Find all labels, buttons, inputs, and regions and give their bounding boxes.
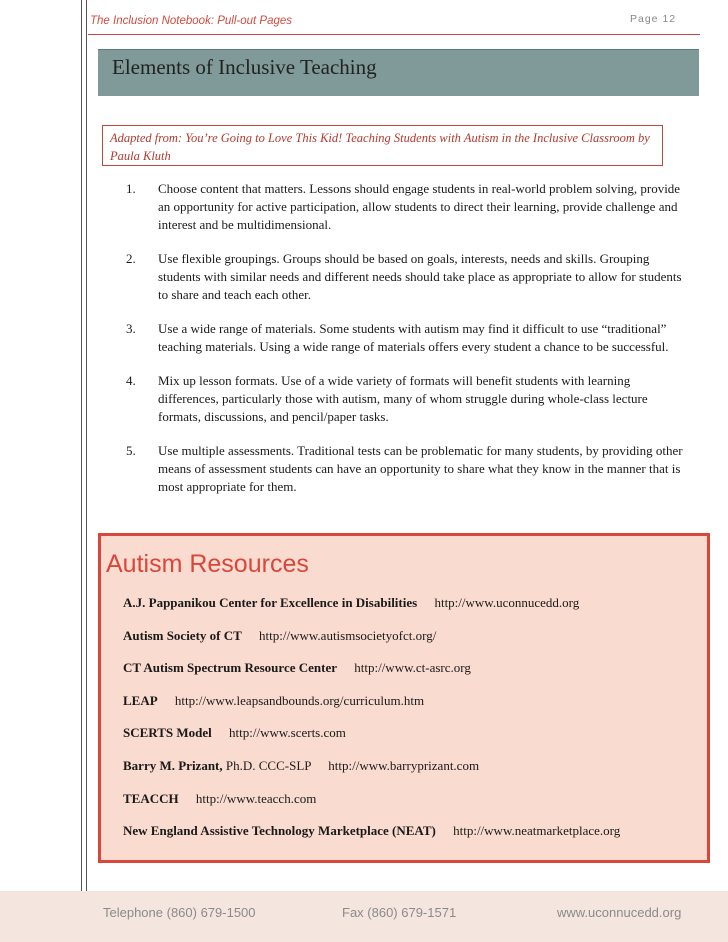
resource-link[interactable]: http://www.scerts.com: [229, 725, 346, 741]
resource-item: [123, 693, 703, 726]
resources-list: [123, 595, 703, 856]
list-item: [126, 442, 686, 496]
list-item-text: Mix up lesson formats. Use of a wide variety of formats will benefit students with learning differences, particularly those with autism, many of whom struggle during whole-class lecture formats, discussions, and pencil/paper tasks.: [158, 373, 648, 424]
resource-link[interactable]: http://www.teacch.com: [195, 790, 317, 806]
autism-resources-box: [98, 533, 710, 863]
list-item-text: Use multiple assessments. Traditional tests can be problematic for many students, by providing other means of assessment students can have an opportunity to share what they know in the manner that is most appropriate for them.: [158, 443, 683, 494]
page-number: Page 12: [630, 13, 677, 25]
list-item: [126, 180, 686, 234]
resource-item: [123, 628, 703, 661]
margin-line-inner: [86, 0, 87, 891]
list-item-number: 4.: [126, 373, 136, 388]
resource-item: [123, 758, 703, 791]
list-item-number: 5.: [126, 443, 136, 458]
list-item-text: Use flexible groupings. Groups should be based on goals, interests, needs and skills. Grouping students with similar needs and different needs should take place as appropriate to allow for students to share and teach each other.: [158, 251, 682, 302]
footer-phone: Telephone (860) 679-1500: [103, 905, 256, 920]
list-item: [126, 372, 686, 426]
resource-name: SCERTS Model: [123, 725, 212, 741]
list-item: [126, 250, 686, 304]
header-rule: [88, 34, 700, 35]
footer-website[interactable]: www.uconnucedd.org: [557, 905, 682, 920]
resource-link[interactable]: http://www.neatmarketplace.org: [453, 823, 621, 839]
resource-item: [123, 595, 703, 628]
margin-line-outer: [81, 0, 82, 891]
resource-link[interactable]: http://www.ct-asrc.org: [354, 660, 471, 676]
section-heading-bar: [98, 49, 699, 96]
resource-item: [123, 725, 703, 758]
list-item-number: 2.: [126, 251, 136, 266]
resource-name: Autism Society of CT: [123, 627, 242, 643]
list-item-text: Choose content that matters. Lessons should engage students in real-world problem solving, provide an opportunity for active participation, allow students to direct their learning, provide challenge and interest and be multidimensional.: [158, 181, 681, 232]
adapted-from-note: Adapted from: You’re Going to Love This Kid! Teaching Students with Autism in the Inclusive Classroom by Paula Kluth: [102, 125, 663, 166]
resource-name: A.J. Pappanikou Center for Excellence in Disabilities: [123, 595, 418, 610]
resource-name: Barry M. Prizant,: [123, 757, 223, 773]
header-title: The Inclusion Notebook: Pull-out Pages: [90, 15, 293, 27]
list-item-text: Use a wide range of materials. Some students with autism may find it difficult to use “traditional” teaching materials. Using a wide range of materials offers every student a chance to be successful.: [158, 321, 669, 354]
resource-name: CT Autism Spectrum Resource Center: [123, 660, 337, 676]
resource-link[interactable]: http://www.leapsandbounds.org/curriculum.htm: [174, 692, 425, 708]
resource-link[interactable]: http://www.barryprizant.com: [328, 757, 480, 773]
footer-fax: Fax (860) 679-1571: [342, 905, 457, 920]
resource-item: [123, 823, 703, 856]
resource-name: New England Assistive Technology Marketplace (NEAT): [123, 823, 436, 839]
resources-title: Autism Resources: [106, 550, 309, 578]
list-item-number: 1.: [126, 181, 136, 196]
resource-link[interactable]: http://www.autismsocietyofct.org/: [259, 627, 437, 643]
footer: [0, 891, 728, 942]
section-title: Elements of Inclusive Teaching: [112, 55, 377, 79]
list-item: [126, 320, 686, 356]
list-item-number: 3.: [126, 321, 136, 336]
resource-item: [123, 660, 703, 693]
resource-name: TEACCH: [123, 790, 179, 806]
resource-credentials: Ph.D. CCC-SLP: [222, 757, 312, 773]
resource-name: LEAP: [123, 692, 158, 708]
teaching-list: [126, 180, 686, 512]
resource-item: [123, 791, 703, 824]
resource-link[interactable]: http://www.uconnucedd.org: [434, 595, 580, 610]
